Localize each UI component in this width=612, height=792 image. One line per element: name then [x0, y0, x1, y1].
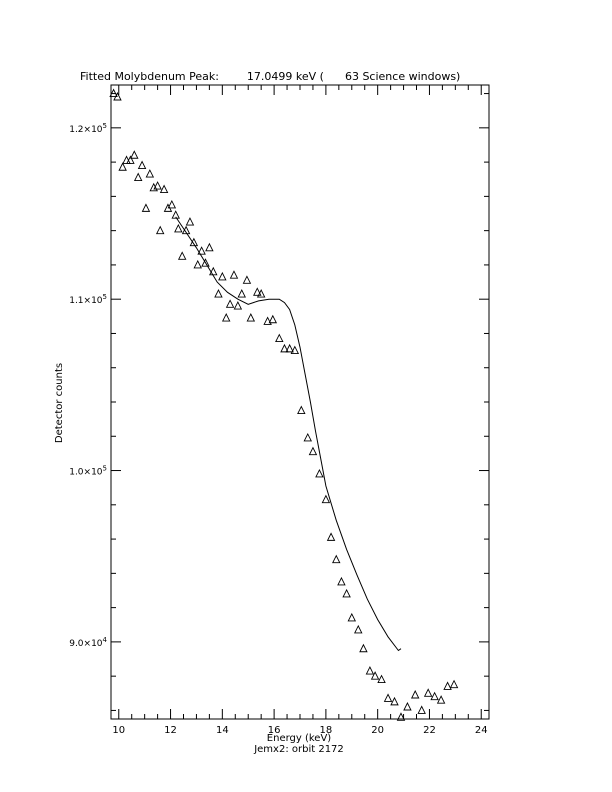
data-point — [131, 151, 138, 158]
data-point — [404, 703, 411, 710]
data-point — [298, 407, 305, 414]
data-point — [175, 225, 182, 232]
x-tick-label: 12 — [164, 725, 177, 736]
data-point — [154, 182, 161, 189]
data-point — [206, 244, 213, 251]
data-point — [146, 170, 153, 177]
data-point — [135, 174, 142, 181]
data-point — [451, 681, 458, 688]
data-point — [223, 314, 230, 321]
data-point — [186, 218, 193, 225]
data-point — [269, 316, 276, 323]
data-point — [194, 261, 201, 268]
data-point — [247, 314, 254, 321]
data-point — [355, 626, 362, 633]
x-tick-label: 10 — [112, 725, 126, 736]
x-tick-label: 20 — [371, 725, 385, 736]
data-point — [444, 682, 451, 689]
marks — [110, 90, 457, 721]
x-tick-label: 22 — [423, 725, 436, 736]
data-point — [304, 434, 311, 441]
data-point — [234, 302, 241, 309]
y-tick-label: $1.1\times 10^5$ — [69, 293, 107, 307]
data-point — [179, 252, 186, 259]
data-point — [230, 271, 237, 278]
data-point — [316, 470, 323, 477]
data-point — [276, 335, 283, 342]
data-point — [219, 273, 226, 280]
data-point — [343, 590, 350, 597]
data-point — [322, 496, 329, 503]
data-point — [328, 533, 335, 540]
data-point — [360, 645, 367, 652]
data-point — [254, 288, 261, 295]
data-point — [366, 667, 373, 674]
data-point — [438, 696, 445, 703]
data-point — [309, 448, 316, 455]
data-point — [412, 691, 419, 698]
data-point — [238, 290, 245, 297]
data-point — [142, 204, 149, 211]
data-point — [391, 698, 398, 705]
data-point — [333, 556, 340, 563]
data-point — [119, 163, 126, 170]
y-tick-label: $1.0\times 10^5$ — [69, 464, 107, 478]
x-tick-label: 18 — [319, 725, 333, 736]
x-tick-label: 14 — [215, 725, 229, 736]
y-axis-label: Detector counts — [54, 362, 65, 444]
data-point — [139, 162, 146, 169]
fit-line — [176, 217, 401, 651]
data-point — [243, 276, 250, 283]
data-point — [418, 706, 425, 713]
footer-label: Jemx2: orbit 2172 — [254, 744, 344, 755]
data-point — [161, 186, 168, 193]
y-tick-label: $1.2\times 10^5$ — [69, 121, 107, 135]
data-point — [378, 676, 385, 683]
data-point — [227, 300, 234, 307]
x-tick-label: 16 — [267, 725, 281, 736]
data-point — [338, 578, 345, 585]
axes — [69, 85, 489, 736]
y-tick-label: $9.0\times 10^4$ — [69, 635, 107, 649]
data-point — [431, 693, 438, 700]
data-point — [157, 227, 164, 234]
data-point — [385, 694, 392, 701]
plot-frame — [111, 85, 489, 719]
x-axis-label: Energy (keV) — [266, 733, 332, 744]
x-tick-label: 24 — [474, 725, 488, 736]
data-point — [348, 614, 355, 621]
chart-title: Fitted Molybdenum Peak: 17.0499 keV ( 63 Science windows) — [80, 70, 461, 83]
data-point — [425, 689, 432, 696]
data-point — [215, 290, 222, 297]
